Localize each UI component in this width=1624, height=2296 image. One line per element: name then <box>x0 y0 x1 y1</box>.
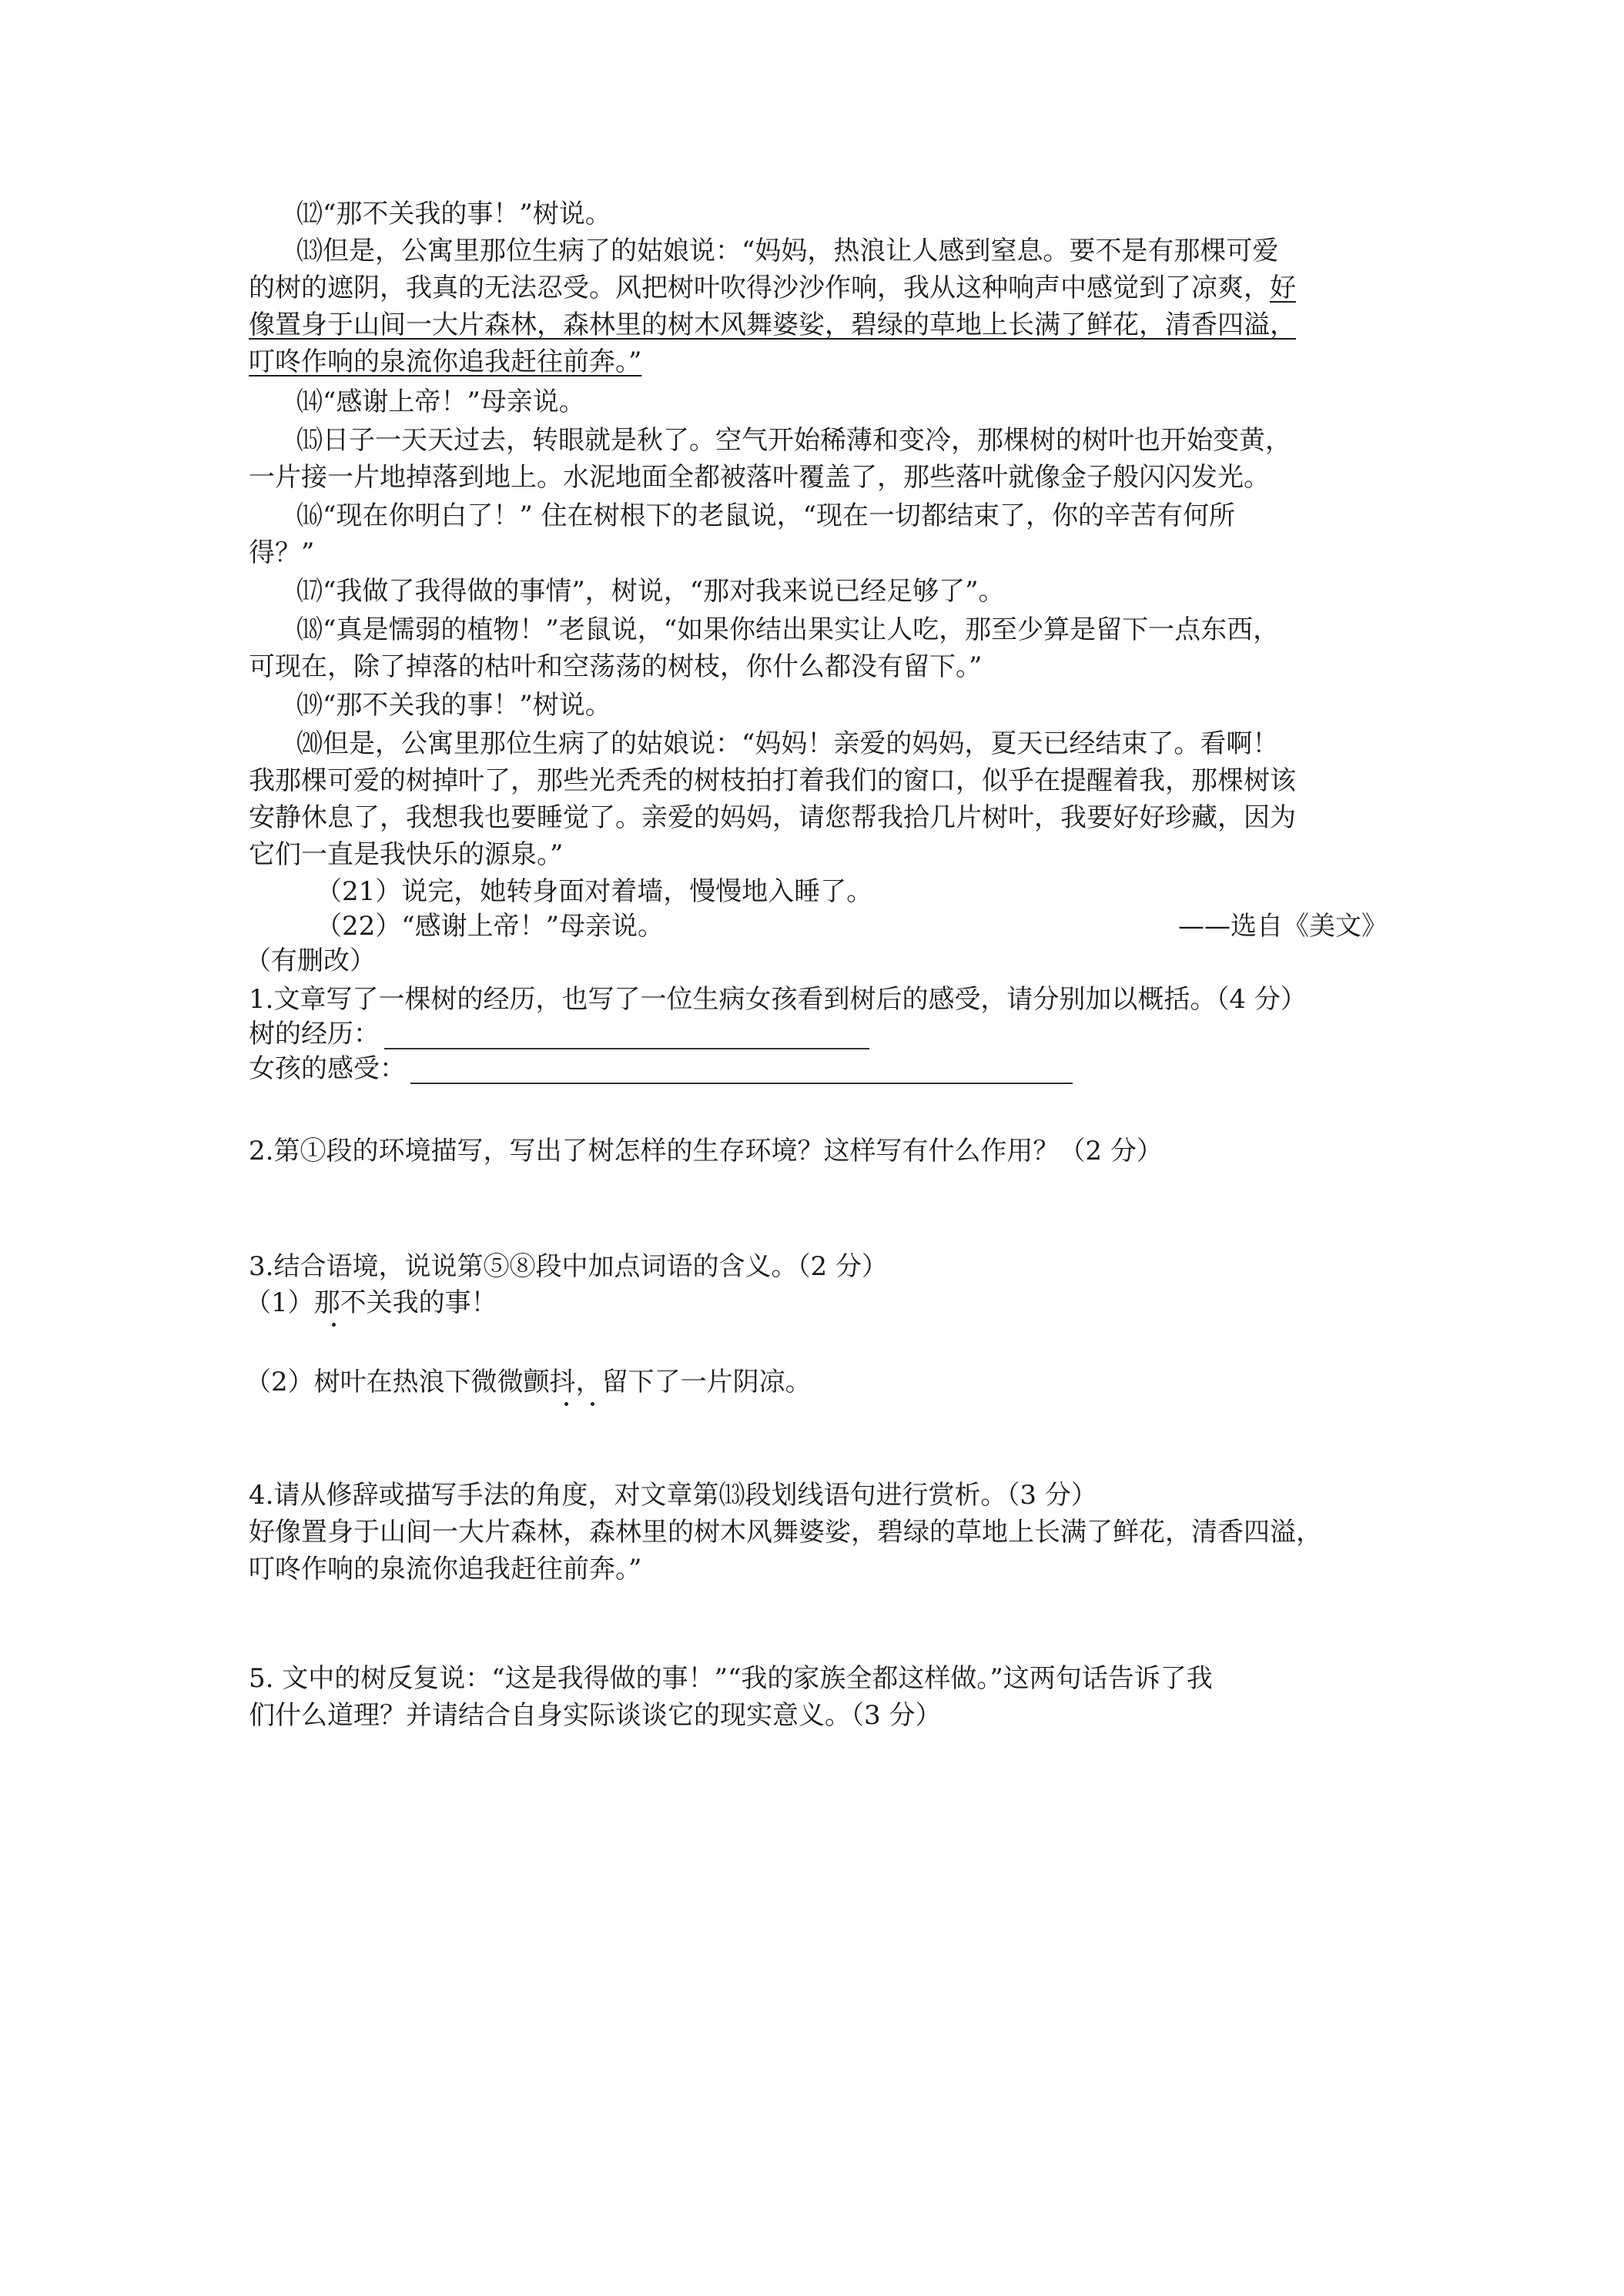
tree-experience-answer-line[interactable] <box>384 1023 869 1049</box>
question-3: 3.结合语境，说说第⑤⑧段中加点词语的含义。（2 分） <box>249 1251 888 1282</box>
underlined-sentence-line-1: 像置身于山间一大片森林，森林里的树木风舞婆娑，碧绿的草地上长满了鲜花，清香四溢， <box>249 310 1296 340</box>
question-1-tree-row <box>249 1019 869 1049</box>
girl-feeling-answer-line[interactable] <box>410 1058 1073 1084</box>
question-5-line-1: 5. 文中的树反复说：“这是我得做的事！”“我的家族全都这样做。”这两句话告诉了我 <box>249 1663 1213 1694</box>
paragraph-17: ⒄“我做了我得做的事情”，树说，“那对我来说已经足够了”。 <box>296 576 1005 607</box>
paragraph-20-line-4: 它们一直是我快乐的源泉。” <box>249 839 564 870</box>
paragraph-16-line-2: 得？” <box>249 537 315 568</box>
paragraph-20-line-3: 安静休息了，我想我也要睡觉了。亲爱的妈妈，请您帮我拾几片树叶，我要好好珍藏，因为 <box>249 802 1296 833</box>
question-1-girl-row <box>249 1053 1073 1084</box>
paragraph-21: （21）说完，她转身面对着墙，慢慢地入睡了。 <box>316 876 873 907</box>
paragraph-19: ⒆“那不关我的事！”树说。 <box>296 690 611 721</box>
paragraph-13-line-2-text: 的树的遮阴，我真的无法忍受。风把树叶吹得沙沙作响，我从这种响声中感觉到了凉爽， <box>249 273 1270 303</box>
question-3-item-1: （1）那不关我的事！ <box>245 1287 497 1318</box>
paragraph-18-line-1: ⒅“真是懦弱的植物！”老鼠说，“如果你结出果实让人吃，那至少算是留下一点东西， <box>296 614 1280 645</box>
paragraph-20-line-1: ⒇但是，公寓里那位生病了的姑娘说：“妈妈！亲爱的妈妈，夏天已经结束了。看啊！ <box>296 728 1279 759</box>
question-4-quote-line-2: 叮咚作响的泉流你追我赶往前奔。” <box>249 1554 642 1585</box>
paragraph-22: （22）“感谢上帝！”母亲说。 <box>316 911 665 942</box>
girl-feeling-label: 女孩的感受： <box>249 1053 406 1084</box>
paragraph-14: ⒁“感谢上帝！”母亲说。 <box>296 387 585 417</box>
paragraph-16-line-1: ⒃“现在你明白了！” 住在树根下的老鼠说，“现在一切都结束了，你的辛苦有何所 <box>296 500 1235 531</box>
question-5-line-2: 们什么道理？并请结合自身实际谈谈它的现实意义。（3 分） <box>249 1700 942 1731</box>
emphasis-dot <box>591 1402 594 1406</box>
question-3-item-2: （2）树叶在热浪下微微颤抖，留下了一片阴凉。 <box>245 1367 812 1397</box>
paragraph-15-line-2: 一片接一片地掉落到地上。水泥地面全都被落叶覆盖了，那些落叶就像金子般闪闪发光。 <box>249 462 1270 493</box>
underlined-sentence-line-2: 叮咚作响的泉流你追我赶往前奔。” <box>249 346 642 377</box>
emphasis-dot <box>332 1323 336 1327</box>
paragraph-13-line-2 <box>249 273 1296 303</box>
paragraph-12: ⑿“那不关我的事！”树说。 <box>296 199 611 229</box>
underlined-sentence-start: 好 <box>1270 273 1296 303</box>
tree-experience-label: 树的经历： <box>249 1019 380 1049</box>
paragraph-20-line-2: 我那棵可爱的树掉叶了，那些光秃秃的树枝拍打着我们的窗口，似乎在提醒着我，那棵树该 <box>249 765 1296 796</box>
edited-note: （有删改） <box>245 946 376 976</box>
source-attribution: ——选自《美文》 <box>1178 911 1388 942</box>
question-1: 1.文章写了一棵树的经历，也写了一位生病女孩看到树后的感受，请分别加以概括。（4 分） <box>249 984 1307 1015</box>
paragraph-18-line-2: 可现在，除了掉落的枯叶和空荡荡的树枝，你什么都没有留下。” <box>249 651 983 682</box>
emphasis-dot <box>564 1402 568 1406</box>
paragraph-15-line-1: ⒂日子一天天过去，转眼就是秋了。空气开始稀薄和变冷，那棵树的树叶也开始变黄， <box>296 425 1291 456</box>
question-2: 2.第①段的环境描写，写出了树怎样的生存环境？这样写有什么作用？（2 分） <box>249 1136 1163 1166</box>
paragraph-13-line-1: ⒀但是，公寓里那位生病了的姑娘说：“妈妈，热浪让人感到窒息。要不是有那棵可爱 <box>296 236 1279 266</box>
question-4: 4.请从修辞或描写手法的角度，对文章第⒀段划线语句进行赏析。（3 分） <box>249 1480 1097 1511</box>
question-4-quote-line-1: 好像置身于山间一大片森林，森林里的树木风舞婆娑，碧绿的草地上长满了鲜花，清香四溢， <box>249 1517 1322 1548</box>
